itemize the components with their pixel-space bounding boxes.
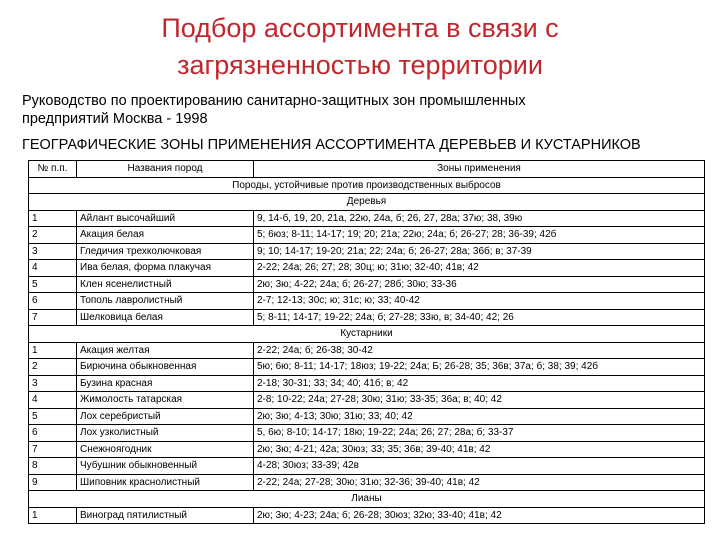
zones-value: 5; 6юз; 8-11; 14-17; 19; 20; 21а; 22ю; 24а; б; 26-27; 28; 36-39; 42б [254, 227, 705, 244]
row-number: 2 [29, 359, 77, 376]
table-row [29, 392, 705, 409]
source-reference-line-1: Руководство по проектированию санитарно-защитных зон промышленных [22, 93, 526, 109]
row-number: 6 [29, 425, 77, 442]
zones-value: 5; 8-11; 14-17; 19-22; 24а; б; 27-28; 33ю, в; 34-40; 42; 26 [254, 309, 705, 326]
table-row [29, 260, 705, 277]
row-number: 5 [29, 276, 77, 293]
table-row [29, 425, 705, 442]
row-number: 9 [29, 474, 77, 491]
zones-value: 5, 6ю; 8-10; 14-17; 18ю; 19-22; 24а; 26; 27; 28а; б; 33-37 [254, 425, 705, 442]
group-header: Породы, устойчивые против производственных выбросов [29, 177, 705, 194]
zones-value: 4-28; 30юз; 33-39; 42в [254, 458, 705, 475]
row-number: 3 [29, 243, 77, 260]
row-number: 1 [29, 507, 77, 524]
source-reference-line-2: предприятий Москва - 1998 [22, 111, 208, 127]
row-number: 1 [29, 342, 77, 359]
row-number: 7 [29, 441, 77, 458]
table-row [29, 458, 705, 475]
table-heading: ГЕОГРАФИЧЕСКИЕ ЗОНЫ ПРИМЕНЕНИЯ АССОРТИМЕНТА ДЕРЕВЬЕВ И КУСТАРНИКОВ [22, 137, 641, 153]
plant-name: Ива белая, форма плакучая [77, 260, 254, 277]
source-reference [22, 92, 712, 128]
zones-value: 2ю; 3ю; 4-13; 30ю; 31ю; 33; 40; 42 [254, 408, 705, 425]
plant-name: Жимолость татарская [77, 392, 254, 409]
zones-value: 2-8; 10-22; 24а; 27-28; 30ю; 31ю; 33-35; 36а; в; 40; 42 [254, 392, 705, 409]
table-row [29, 342, 705, 359]
section-row [29, 491, 705, 508]
plant-name: Бузина красная [77, 375, 254, 392]
row-number: 5 [29, 408, 77, 425]
plant-name: Лох серебристый [77, 408, 254, 425]
table-row [29, 441, 705, 458]
table-row [29, 309, 705, 326]
plant-name: Акация желтая [77, 342, 254, 359]
zones-value: 5ю; 6ю; 8-11; 14-17; 18юз; 19-22; 24а; Б; 26-28; 35; 36в; 37а; б; 38; 39; 42б [254, 359, 705, 376]
plant-name: Шелковица белая [77, 309, 254, 326]
plant-name: Лох узколистный [77, 425, 254, 442]
plant-name: Шиповник краснолистный [77, 474, 254, 491]
row-number: 7 [29, 309, 77, 326]
row-number: 8 [29, 458, 77, 475]
table-row [29, 227, 705, 244]
row-number: 4 [29, 260, 77, 277]
zones-value: 9; 10; 14-17; 19-20; 21а; 22; 24а; б; 26-27; 28а; 36б; в; 37-39 [254, 243, 705, 260]
header-num: № п.п. [29, 161, 77, 178]
group-header-row [29, 177, 705, 194]
zones-value: 9, 14-б, 19, 20, 21а, 22ю, 24а, б; 26, 27, 28а; 37ю; 38, 39ю [254, 210, 705, 227]
zones-value: 2ю; 3ю; 4-22; 24а; б; 26-27; 28б; 30ю; 33-36 [254, 276, 705, 293]
plant-name: Айлант высочайший [77, 210, 254, 227]
plant-name: Клен ясенелистный [77, 276, 254, 293]
table-row [29, 293, 705, 310]
plant-name: Гледичия трехколючковая [77, 243, 254, 260]
zones-value: 2ю; 3ю; 4-23; 24а; б; 26-28; 30юз; 32ю; 33-40; 41в; 42 [254, 507, 705, 524]
plant-name: Бирючина обыкновенная [77, 359, 254, 376]
assortment-table [28, 160, 705, 524]
table-row [29, 375, 705, 392]
plant-name: Виноград пятилистный [77, 507, 254, 524]
slide-title-line-1: Подбор ассортимента в связи с [161, 13, 559, 43]
header-zones: Зоны применения [254, 161, 705, 178]
section-title: Лианы [29, 491, 705, 508]
slide-title-line-2: загрязненностью территории [177, 50, 543, 80]
plant-name: Акация белая [77, 227, 254, 244]
plant-name: Снежноягодник [77, 441, 254, 458]
zones-value: 2-18; 30-31; 33; 34; 40; 41б; в; 42 [254, 375, 705, 392]
plant-name: Чубушник обыкновенный [77, 458, 254, 475]
table-row [29, 243, 705, 260]
zones-value: 2-7; 12-13; 30с; ю; 31с; ю; 33; 40-42 [254, 293, 705, 310]
zones-value: 2-22; 24а; 27-28; 30ю; 31ю; 32-36; 39-40; 41в; 42 [254, 474, 705, 491]
table-row [29, 408, 705, 425]
slide-title [0, 10, 720, 84]
table-row [29, 276, 705, 293]
zones-value: 2-22; 24а; б; 26-38; 30-42 [254, 342, 705, 359]
row-number: 2 [29, 227, 77, 244]
section-title: Деревья [29, 194, 705, 211]
table-row [29, 474, 705, 491]
zones-value: 2-22; 24а; 26; 27; 28; 30ц; ю; 31ю; 32-40; 41в; 42 [254, 260, 705, 277]
assortment-table-body [29, 161, 705, 524]
section-title: Кустарники [29, 326, 705, 343]
table-row [29, 507, 705, 524]
section-row [29, 326, 705, 343]
header-name: Названия пород [77, 161, 254, 178]
row-number: 6 [29, 293, 77, 310]
table-row [29, 359, 705, 376]
row-number: 3 [29, 375, 77, 392]
table-header-row [29, 161, 705, 178]
table-row [29, 210, 705, 227]
row-number: 1 [29, 210, 77, 227]
row-number: 4 [29, 392, 77, 409]
plant-name: Тополь лавролистный [77, 293, 254, 310]
zones-value: 2ю; 3ю; 4-21; 42а; 30юз; 33; 35; 36в; 39-40; 41в; 42 [254, 441, 705, 458]
section-row [29, 194, 705, 211]
